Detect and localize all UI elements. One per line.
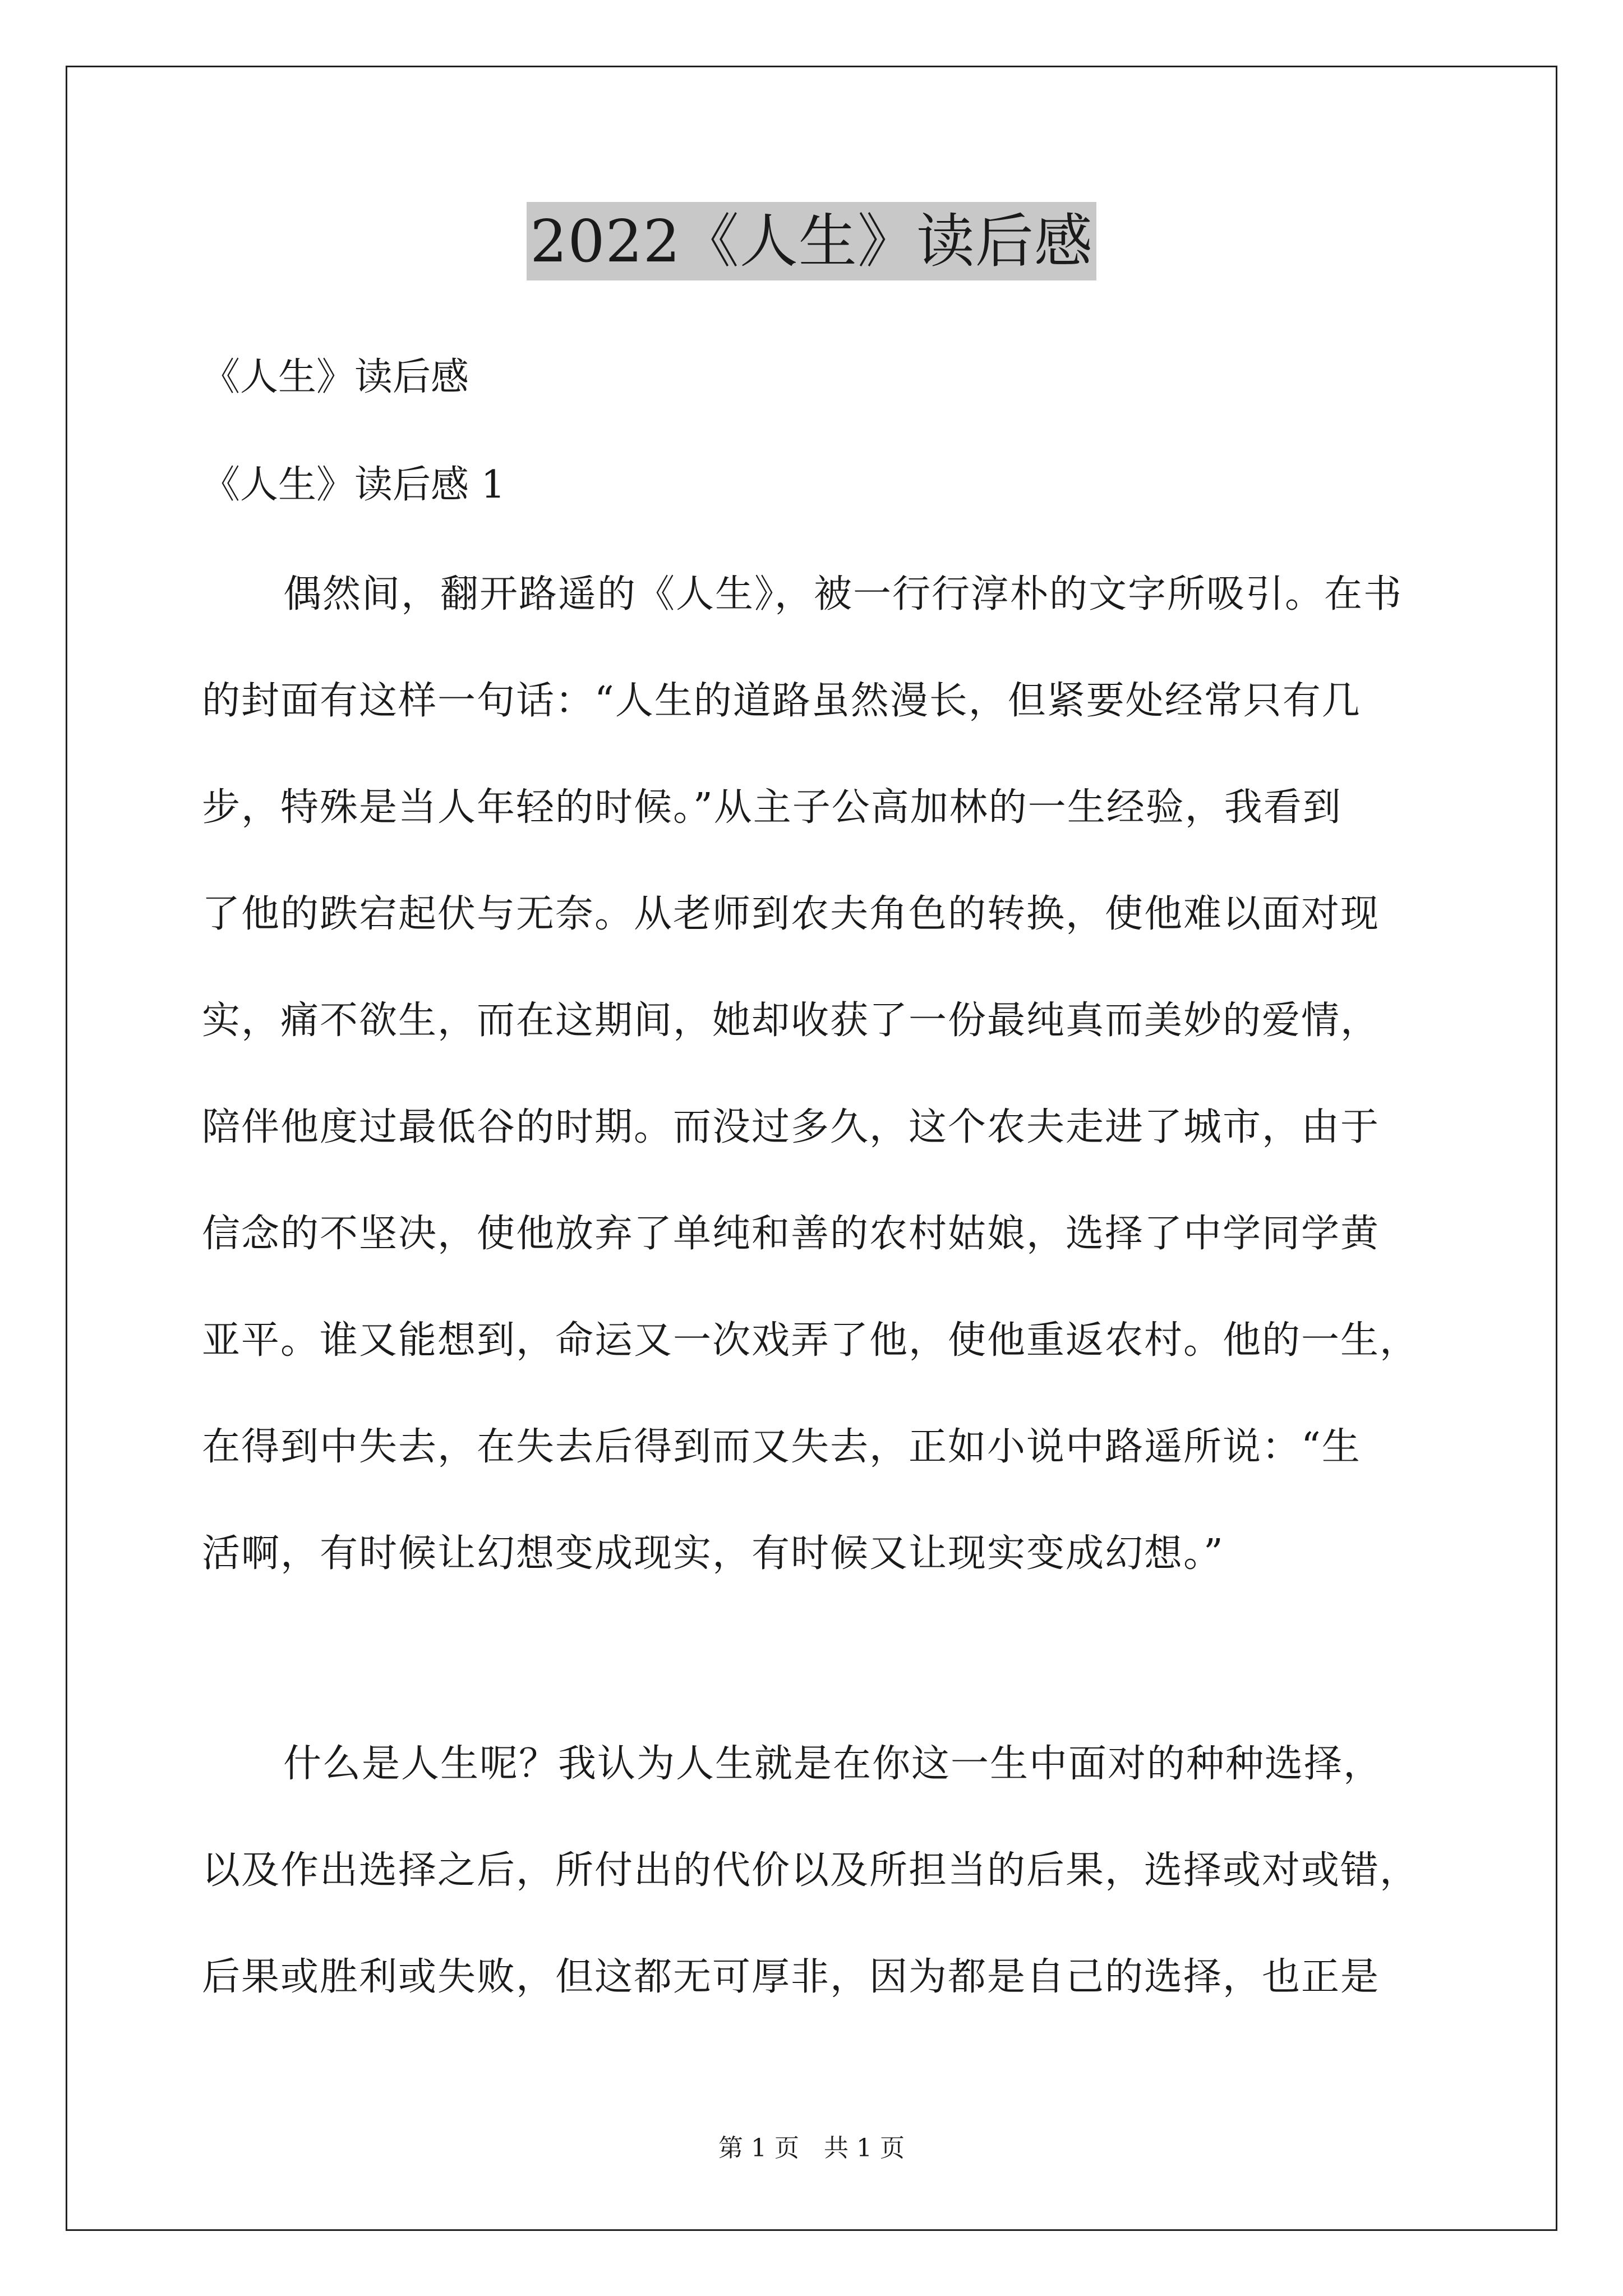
paragraph-line: 步，特殊是当人年轻的时候。”从主子公高加林的一生经验，我看到 [202, 785, 1342, 830]
paragraph-line: 的封面有这样一句话：“人生的道路虽然漫长，但紧要处经常只有几 [202, 679, 1361, 723]
subheading-1: 《人生》读后感 [202, 355, 469, 399]
paragraph-line: 在得到中失去，在失去后得到而又失去，正如小说中路遥所说：“生 [202, 1425, 1361, 1469]
paragraph-line: 实，痛不欲生，而在这期间，她却收获了一份最纯真而美妙的爱情， [202, 999, 1380, 1043]
paragraph-line: 后果或胜利或失败，但这都无可厚非，因为都是自己的选择，也正是 [202, 1955, 1380, 1999]
page-footer: 第 1 页 共 1 页 [718, 2134, 905, 2162]
document-title: 2022《人生》读后感 [527, 202, 1096, 280]
paragraph-line: 活啊，有时候让幻想变成现实，有时候又让现实变成幻想。” [202, 1531, 1224, 1576]
paragraph-line: 以及作出选择之后，所付出的代价以及所担当的后果，选择或对或错， [202, 1848, 1419, 1893]
paragraph-line: 了他的跌宕起伏与无奈。从老师到农夫角色的转换，使他难以面对现 [202, 892, 1380, 936]
subheading-2: 《人生》读后感 1 [202, 463, 505, 507]
paragraph-line: 什么是人生呢？我认为人生就是在你这一生中面对的种种选择， [283, 1742, 1383, 1786]
paragraph-line: 信念的不坚决，使他放弃了单纯和善的农村姑娘，选择了中学同学黄 [202, 1212, 1380, 1256]
paragraph-line: 陪伴他度过最低谷的时期。而没过多久，这个农夫走进了城市，由于 [202, 1105, 1380, 1149]
paragraph-line: 偶然间，翻开路遥的《人生》，被一行行淳朴的文字所吸引。在书 [283, 572, 1403, 616]
paragraph-line: 亚平。谁又能想到，命运又一次戏弄了他，使他重返农村。他的一生， [202, 1318, 1419, 1363]
title-container [0, 202, 1623, 280]
